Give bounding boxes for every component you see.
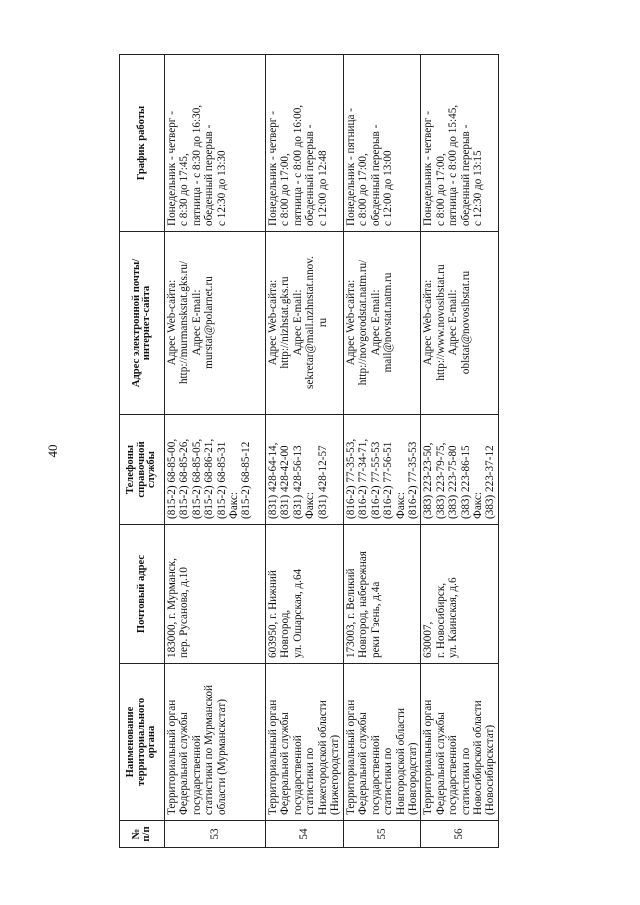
document-table-rotated [119,55,496,848]
org-name [165,664,266,821]
row-number: 53 [165,821,266,848]
web-email-text: Адрес Web-сайта: http://www.novosibstat.ru Адрес E-mail: oblstat@novosibstat.ru [422,264,472,381]
header-address [120,525,165,664]
postal-address [344,525,421,664]
org-name-text: Территориальный орган Федеральной службы государственной статистики по Нижегородской области (Нижегородстат) [267,699,342,815]
header-name-text: Наименование территориального органа [125,697,158,787]
table-header-row [120,55,165,848]
work-schedule-text: Понедельник - четверг - с 8:00 до 17:00, пятница - с 8:00 до 16:00, обеденный перерыв - с 12:00 до 12:48 [267,104,329,226]
postal-address-text: 603950, г. Нижний Новгород, ул. Ошарская, д.64 [267,568,304,658]
phones-text: (816-2) 77-35-53, (816-2) 77-34-71, (816-2) 77-55-53 (816-2) 77-56-51 Факс: (816-2) 77-35-53 [345,438,420,519]
header-web-text: Адрес электронной почты/ интернет-сайта [130,258,152,388]
work-schedule [266,55,344,232]
table-row [165,55,266,848]
phones [165,415,266,525]
postal-address [165,525,266,664]
phones [266,415,344,525]
work-schedule-text: Понедельник - пятница - с 8:00 до 17:00, обеденный перерыв - с 12:00 до 13:00 [345,107,395,226]
org-name-text: Территориальный орган Федеральной службы государственной статистики по Новосибирской области (Новосибирскстат) [422,699,497,815]
postal-address [421,525,498,664]
work-schedule [165,55,266,232]
work-schedule [421,55,498,232]
page-number: 40 [45,444,60,458]
postal-address-text: 173003, г. Великий Новгород, набережная реки Гзень, д.4а [345,551,382,658]
web-email-text: Адрес Web-сайта: http://murmanskstat.gks.ru/ Адрес E-mail: murstat@polarnet.ru [166,260,216,385]
postal-address [266,525,344,664]
header-schedule [120,55,165,232]
table-row [344,55,421,848]
header-schedule-text: График работы [135,105,147,181]
work-schedule [344,55,421,232]
phones-text: (815-2) 68-85-00, (815-2) 68-85-26, (815-2) 68-85-05, (815-2) 68-86-21, (815-2) 68-85-31 Факс: (815-2) 68-85-12 [166,438,253,519]
header-name [120,664,165,821]
postal-address-text: 183000, г. Мурманск, пер. Русанова, д.10 [166,558,191,658]
org-name [344,664,421,821]
table-row [266,55,344,848]
phones-text: (831) 428-64-14, (831) 428-42-00 (831) 428-56-13 Факс: (831) 428-12-57 [267,442,329,519]
web-email [344,232,421,415]
row-number: 54 [266,821,344,848]
table-row [421,55,498,848]
header-phones-text: Телефоны справочной службы [125,441,158,498]
header-address-text: Почтовый адрес [135,554,147,634]
territorial-bodies-table [119,54,499,848]
web-email [165,232,266,415]
header-num [120,821,165,848]
org-name [421,664,498,821]
web-email-text: Адрес Web-сайта: http://novgorodstat.natm.ru/ Адрес E-mail: mail@novstat.natm.ru [345,259,395,386]
postal-address-text: 630007, г. Новосибирск, ул. Каинская, д.6 [422,577,460,658]
header-web [120,232,165,415]
phones [421,415,498,525]
work-schedule-text: Понедельник - четверг - с 8:30 до 17:45, пятница - с 8:30 до 16:30, обеденный перерыв - с 12:30 до 13:30 [166,104,228,226]
work-schedule-text: Понедельник - четверг - с 8:00 до 17:00, пятница - с 8:00 до 15:45, обеденный перерыв - с 12:30 до 13:15 [422,104,485,226]
web-email [266,232,344,415]
header-phones [120,415,165,525]
web-email [421,232,498,415]
web-email-text: Адрес Web-сайта: http://nizhstat.gks.ru Адрес E-mail: sekretar@mail.nzhnstat.nnov. ru [267,256,329,389]
row-number: 56 [421,821,498,848]
row-number: 55 [344,821,421,848]
org-name [266,664,344,821]
org-name-text: Территориальный орган Федеральной службы государственной статистики по Новгородской области (Новгородстат) [345,699,420,815]
phones [344,415,421,525]
org-name-text: Территориальный орган Федеральной службы государственной статистики по Мурманской области (Мурманскстат) [166,684,228,815]
phones-text: (383) 223-23-50, (383) 223-79-75, (383) 223-75-80 (383) 223-86-15 Факс: (383) 223-37-12 [422,442,497,519]
header-num-text: № п/п [130,826,152,842]
